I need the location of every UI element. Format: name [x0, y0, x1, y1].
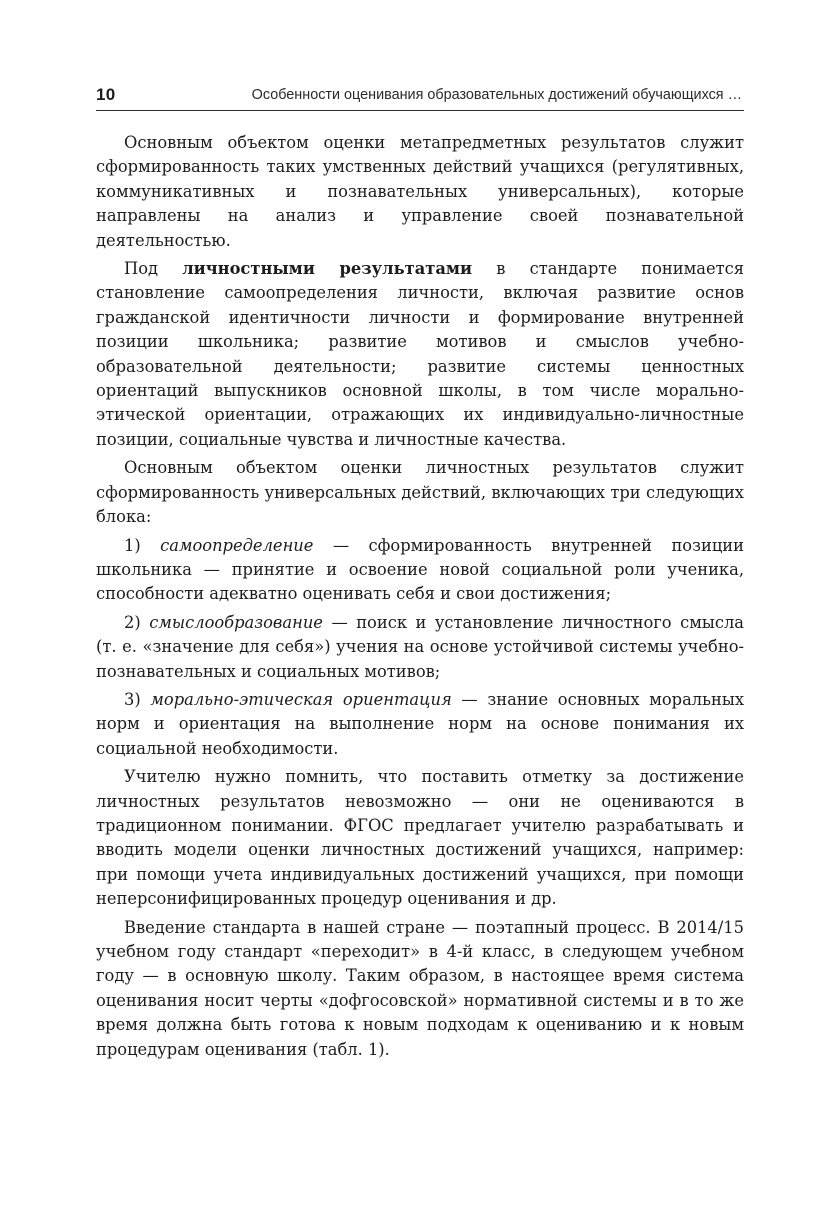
body-text — [96, 131, 744, 1062]
list-number: 1) — [124, 535, 161, 555]
book-page — [96, 84, 744, 1164]
list-item-self-determination — [96, 534, 744, 607]
paragraph-metasubject: Основным объектом оценки метапредметных результатов служит сформированность таких умственных действий учащихся (регулятивных, коммуникативных и познавательных универсальных), которые направлены на анализ и управление своей познавательной деятельностью. — [96, 133, 744, 250]
paragraph-lead: Под — [124, 259, 183, 279]
list-item-moral-orientation — [96, 688, 744, 761]
paragraph-standard-introduction: Введение стандарта в нашей стране — поэтапный процесс. В 2014/15 учебном году стандарт «переходит» в 4-й класс, в следующем учебном году — в основную школу. Таким образом, в настоящее время система оценивания носит черты «дофгосовской» нормативной системы и в то же время должна быть готова к новым подходам к оцениванию и к новым процедурам оценивания (табл. 1). — [96, 917, 744, 1059]
list-number: 3) — [124, 689, 151, 709]
paragraph-rest: в стандарте понимается становление самоопределения личности, включая развитие основ гражданской идентичности личности и формирование внутренней позиции школьника; развитие мотивов и смыслов учебно-образовательной деятельности; развитие системы ценностных ориентаций выпускников основной школы, в том числе морально-этической ориентации, отражающих их индивидуально-личностные позиции, социальные чувства и личностные качества. — [96, 259, 744, 449]
term-personal-results: личностными результатами — [182, 259, 473, 279]
running-header — [96, 84, 744, 111]
page-number: 10 — [96, 85, 116, 104]
list-text: — поиск и установление личностного смысла (т. е. «значение для себя») учения на основе устойчивой системы учебно-познавательных и социальных мотивов; — [96, 612, 744, 681]
list-number: 2) — [124, 612, 150, 632]
list-text: — сформированность внутренней позиции школьника — принятие и освоение новой социальной роли ученика, способности адекватно оценивать себя и свои достижения; — [96, 535, 744, 604]
list-text: — знание основных моральных норм и ориентация на выполнение норм на основе понимания их социальной необходимости. — [96, 689, 744, 758]
paragraph-evaluation-object: Основным объектом оценки личностных результатов служит сформированность универсальных действий, включающих три следующих блока: — [96, 458, 744, 527]
paragraph-teacher-note: Учителю нужно помнить, что поставить отметку за достижение личностных результатов невозможно — они не оцениваются в традиционном понимании. ФГОС предлагает учителю разрабатывать и вводить модели оценки личностных достижений учащихся, например: при помощи учета индивидуальных достижений учащихся, при помощи неперсонифицированных процедур оценивания и др. — [96, 767, 744, 909]
paragraph-personal-results — [96, 257, 744, 452]
list-term: морально-этическая ориентация — [150, 689, 452, 709]
list-term: самоопределение — [160, 535, 314, 555]
list-item-meaning-formation — [96, 611, 744, 684]
list-term: смыслообразование — [149, 612, 323, 632]
running-title: Особенности оценивания образовательных достижений обучающихся … — [251, 87, 742, 103]
